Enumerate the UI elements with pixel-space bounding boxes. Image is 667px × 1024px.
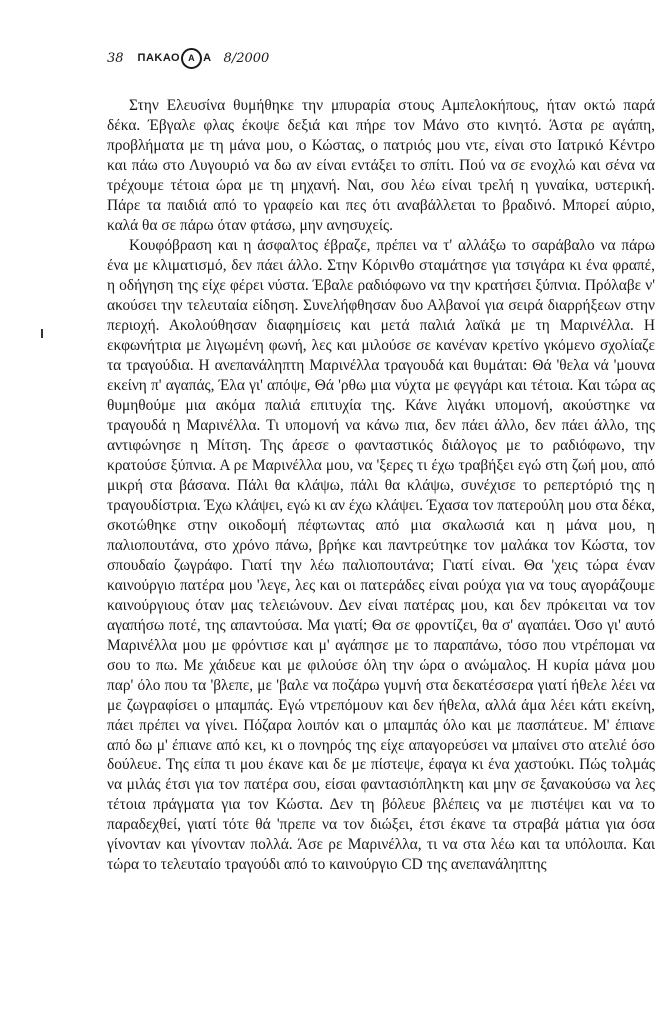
magazine-logo: [138, 48, 212, 69]
page-number: 38: [107, 50, 124, 66]
issue-label: 8/2000: [223, 50, 270, 66]
paragraph: Στην Ελευσίνα θυμήθηκε την μπυραρία στους Αμπελοκήπους, ήταν οκτώ παρά δέκα. Έβγαλε φλας έκοψε δεξιά και πήρε τον Μάνο στο κινητό. Άστα ρε αγάπη, προβλήματα με τη μάνα μου, ο Κώστας, ο πατριός μου ντε, είναι στο Ιατρικό Κέντρο και πάω στο Λυγουριό να δω αν είναι εντάξει το σπίτι. Πού να σε ενοχλώ και σένα να τρέχουμε τέτοια ώρα με τη μηχανή. Ναι, σου λέω είναι τρελή η γυναίκα, υστερική. Πάρε τα παιδιά από το γραφείο και πες ότι αναβάλλεται το βραδινό. Μπορεί αύριο, καλά θα σε πάρω όταν φτάσω, μην ανησυχείς.: [107, 97, 655, 234]
body-text: [107, 96, 655, 875]
logo-text-right: Α: [203, 52, 212, 64]
margin-mark: [41, 329, 43, 338]
paragraph: Κουφόβραση και η άσφαλτος έβραζε, πρέπει να τ' αλλάξω το σαράβαλο να πάρω ένα με κλιματισμό, δεν πάει άλλο. Στην Κόρινθο σταμάτησε για τσιγάρα κι ένα φραπέ, η οδήγηση της είχε φέρει νύστα. Έβαλε ραδιόφωνο να την κρατήσει ξύπνια. Πρόλαβε ν' ακούσει την τελευταία είδηση. Συνελήφθησαν δυο Αλβανοί για σειρά διαρρήξεων στην περιοχή. Ακολούθησαν διαφημίσεις και μετά παλιά λαϊκά με τη Μαρινέλλα. Η εκφωνήτρια με λιγωμένη φωνή, λες και μιλούσε σε κανέναν κρετίνο γκόμενο σχολίαζε τα τραγούδια. Η ανεπανάληπτη Μαρινέλλα τραγουδά και θυμάται: Θά 'θελα νά 'μουνα εκείνη π' αγαπάς, Έλα γι' απόψε, Θά 'ρθω μια νύχτα με φεγγάρι και τέτοια. Και τώρα ας θυμηθούμε μια ακόμα παλιά επιτυχία της. Κάνε λιγάκι υπομονή, ακούστηκε να τραγουδά η Μαρινέλλα. Τι υπομονή να κάνω πια, δεν πάει άλλο, δεν πάει άλλο, της αντιφώνησε η Μίτση. Της άρεσε ο φανταστικός διάλογος με το ραδιόφωνο, την κρατούσε ξύπνια. Α ρε Μαρινέλλα μου, να 'ξερες τι έχω τραβήξει εγώ στη ζωή μου, από μικρή στα βάσανα. Πάλι θα κλάψω, πάλι θα κλάψω, συνέχισε το ρεπερτόριό της η τραγουδίστρια. Έχω κλάψει, εγώ κι αν έχω κλάψει. Έχασα τον πατερούλη μου στα δέκα, σκοτώθηκε στην οικοδομή πέφτωντας από μια σκαλωσιά και η μάνα μου, η παλιοπουτάνα, στο χρόνο πάνω, βρήκε και παντρεύτηκε τον μαλάκα τον Κώστα, τον σπουδαίο ζωγράφο. Γιατί την λέω παλιοπουτάνα; Γιατί είναι. Θα 'χεις τώρα έναν καινούργιο πατέρα μου 'λεγε, λες και οι πατεράδες είναι ρούχα για να τους αγοράζουμε καινούργιους όταν μας τελειώνουν. Δεν είναι πατέρας μου, και δεν πρόκειται να τον αγαπήσω ποτέ, της απαντούσα. Μα γιατί; Θα σε φροντίζει, θα σ' αγαπάει. Όσο γι' αυτό Μαρινέλλα μου με φρόντισε και μ' αγάπησε με το παραπάνω, τόσο που ντρέπομαι να σου το πω. Με χάιδευε και με φιλούσε όλη την ώρα ο ανώμαλος. Η κυρία μάνα μου παρ' όλο που τα 'βλεπε, με 'βαλε να ποζάρω γυμνή στα δεκατέσσερα γιατί ήθελε λέει να με ζωγραφίσει ο μπαμπάς. Εγώ ντρεπόμουν και δεν ήθελα, αλλά άμα λέει κάτι εκείνη, πάει πρέπει να γίνει. Πόζαρα λοιπόν και ο μπαμπάς όλο και με πασπάτευε. Μ' έπιανε από δω μ' έπιανε από κει, κι ο πονηρός της είχε απαγορεύσει να μπαίνει στο ατελιέ όσο δούλευε. Της είπα τι μου έκανε και δε με πίστεψε, έφαγα κι ένα χαστούκι. Πώς τολμάς να μιλάς έτσι για τον πατέρα σου, είσαι φαντασιόπληκτη και μην σε ξανακούσω να λες τέτοια πράγματα για τον Κώστα. Δεν τη βόλευε βλέπεις να με πιστέψει και να το παραδεχθεί, γιατί τότε θά 'πρεπε να τον διώξει, έτσι έκανε τα στραβά μάτια για όσα γίνονταν και γίνονταν πολλά. Άσε ρε Μαρινέλλα, τι να στα λέω και τα υπόλοιπα. Και τώρα το τελευταίο τραγούδι από το καινούργιο CD της ανεπανάληπτης: [107, 236, 655, 874]
logo-text-left: ΠΑΚΑΟ: [137, 52, 181, 64]
page-header: [107, 47, 269, 69]
logo-circle-icon: Α: [181, 48, 202, 69]
